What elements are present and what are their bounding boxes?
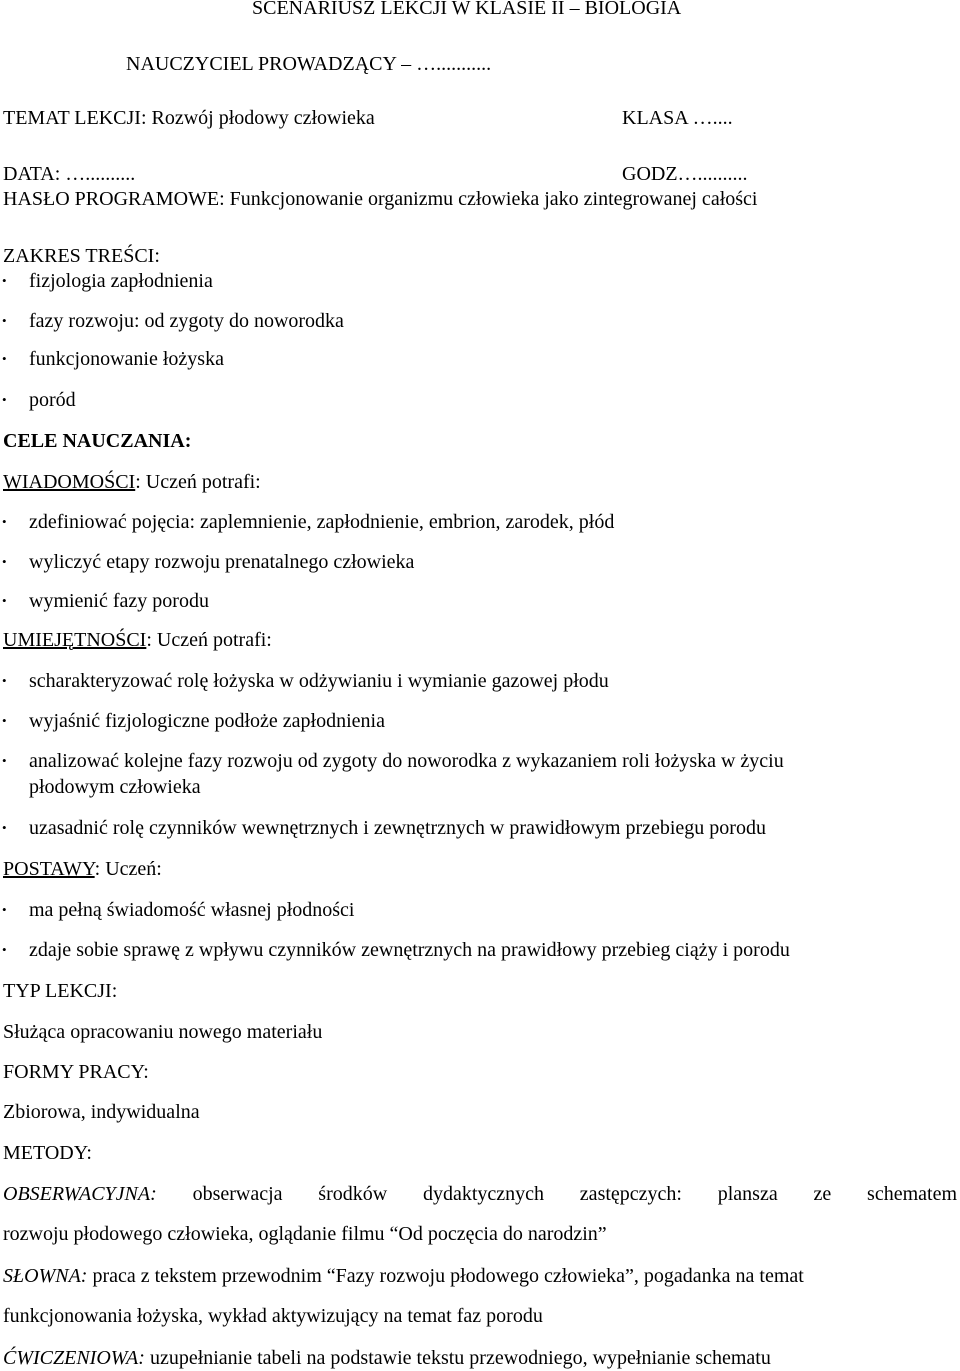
class-field: KLASA ….... — [622, 107, 733, 129]
list-item: • funkcjonowanie łożyska — [2, 348, 224, 370]
work-forms-value: Zbiorowa, indywidualna — [3, 1101, 200, 1123]
bullet-icon: • — [2, 942, 7, 957]
list-item: • fazy rozwoju: od zygoty do noworodka — [2, 310, 344, 332]
bullet-icon: • — [2, 593, 7, 608]
verbal-method-continuation: funkcjonowania łożyska, wykład aktywizujący na temat faz porodu — [3, 1305, 543, 1327]
bullet-icon: • — [2, 313, 7, 328]
bullet-icon: • — [2, 902, 7, 917]
attitudes-heading: POSTAWY: Uczeń: — [3, 858, 162, 880]
lesson-type-value: Służąca opracowaniu nowego materiału — [3, 1021, 323, 1043]
bullet-icon: • — [2, 351, 7, 366]
date-field: DATA: ….......... — [3, 163, 136, 185]
list-item: • zdaje sobie sprawę z wpływu czynników zewnętrznych na prawidłowy przebieg ciąży i porodu — [2, 939, 790, 961]
list-item: • wymienić fazy porodu — [2, 590, 209, 612]
list-item: • ma pełną świadomość własnej płodności — [2, 899, 355, 921]
bullet-icon: • — [2, 673, 7, 688]
knowledge-heading: WIADOMOŚCI: Uczeń potrafi: — [3, 471, 261, 493]
document-title: SCENARIUSZ LEKCJI W KLASIE II – BIOLOGIA — [252, 0, 682, 19]
bullet-icon: • — [2, 514, 7, 529]
program-line: HASŁO PROGRAMOWE: Funkcjonowanie organizmu człowieka jako zintegrowanej całości — [3, 188, 758, 210]
list-item-continuation: płodowym człowieka — [29, 776, 201, 798]
skills-heading: UMIEJĘTNOŚCI: Uczeń potrafi: — [3, 629, 272, 651]
list-item: • uzasadnić rolę czynników wewnętrznych i zewnętrznych w prawidłowym przebiegu porodu — [2, 817, 766, 839]
scope-heading: ZAKRES TREŚCI: — [3, 245, 160, 267]
bullet-icon: • — [2, 554, 7, 569]
list-item: • wyjaśnić fizjologiczne podłoże zapłodnienia — [2, 710, 385, 732]
list-item: • zdefiniować pojęcia: zaplemnienie, zapłodnienie, embrion, zarodek, płód — [2, 511, 615, 533]
list-item: • analizować kolejne fazy rozwoju od zygoty do noworodka z wykazaniem roli łożyska w życiu — [2, 750, 784, 772]
work-forms-heading: FORMY PRACY: — [3, 1061, 149, 1083]
verbal-method-line: SŁOWNA: praca z tekstem przewodnim “Fazy rozwoju płodowego człowieka”, pogadanka na temat — [3, 1265, 804, 1287]
list-item: • scharakteryzować rolę łożyska w odżywianiu i wymianie gazowej płodu — [2, 670, 609, 692]
methods-heading: METODY: — [3, 1142, 92, 1164]
observation-method-line: OBSERWACYJNA: obserwacja środków dydaktycznych zastępczych: plansza ze schematem — [3, 1183, 957, 1205]
observation-method-continuation: rozwoju płodowego człowieka, oglądanie filmu “Od poczęcia do narodzin” — [3, 1223, 607, 1245]
bullet-icon: • — [2, 392, 7, 407]
bullet-icon: • — [2, 820, 7, 835]
teacher-line: NAUCZYCIEL PROWADZĄCY – …........... — [126, 53, 492, 75]
list-item: • wyliczyć etapy rozwoju prenatalnego człowieka — [2, 551, 415, 573]
bullet-icon: • — [2, 273, 7, 288]
goals-heading: CELE NAUCZANIA: — [3, 430, 192, 452]
list-item: • poród — [2, 389, 76, 411]
list-item: • fizjologia zapłodnienia — [2, 270, 213, 292]
hour-field: GODZ….......... — [622, 163, 748, 185]
bullet-icon: • — [2, 753, 7, 768]
topic-line: TEMAT LEKCJI: Rozwój płodowy człowieka — [3, 107, 375, 129]
lesson-type-heading: TYP LEKCJI: — [3, 980, 118, 1002]
bullet-icon: • — [2, 713, 7, 728]
exercise-method-line: ĆWICZENIOWA: uzupełnianie tabeli na podstawie tekstu przewodniego, wypełnianie schematu — [3, 1347, 771, 1369]
